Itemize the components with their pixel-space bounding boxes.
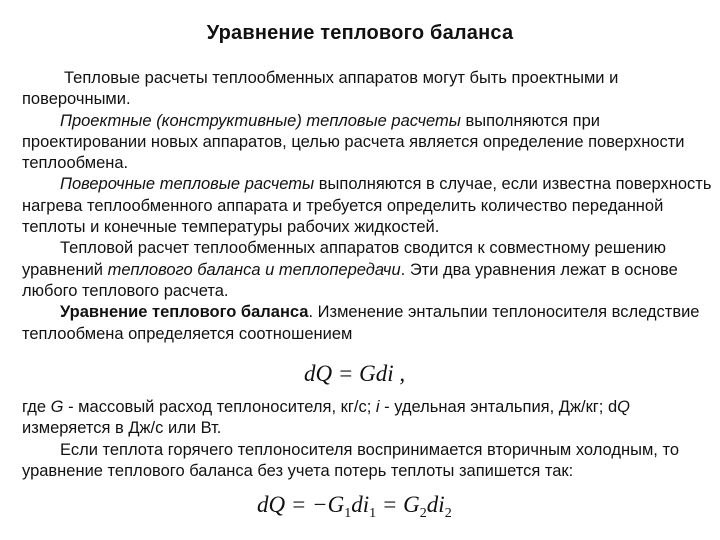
symbol-q: Q	[617, 398, 631, 416]
formula2-sub-4: 2	[444, 506, 452, 521]
formula2-sub-2: 1	[369, 506, 377, 521]
verification-calc-term: Поверочные тепловые расчеты	[60, 175, 315, 194]
where-text-a: где	[22, 398, 51, 416]
formula2-di-2: di	[426, 492, 445, 517]
where-text-b: - массовый расход теплоносителя, кг/с;	[63, 398, 376, 416]
formula2-sub-3: 2	[419, 506, 427, 521]
where-text-c: - удельная энтальпия, Дж/кг;	[379, 398, 608, 416]
balance-equation-term: Уравнение теплового баланса	[60, 303, 309, 322]
formula2-equals-g: = G	[376, 492, 420, 517]
design-calc-text: выполняются при проектировании новых аппаратов, целью расчета является определение поверхности теплообмена.	[22, 111, 685, 173]
paragraph-where	[22, 397, 717, 440]
body-text-lower	[22, 397, 717, 482]
paragraph-intro: Тепловые расчеты теплообменных аппаратов могут быть проектными и поверочными.	[22, 69, 619, 109]
paragraph-balance-equation	[22, 302, 712, 345]
joint-solution-term: теплового баланса и теплопередачи	[107, 260, 401, 279]
paragraph-joint-solution	[22, 238, 712, 302]
design-calc-term: Проектные (конструктивные) тепловые расчеты	[60, 111, 461, 130]
paragraph-design-calc	[22, 111, 712, 175]
symbol-d: d	[607, 398, 618, 416]
balance-equation-text: . Изменение энтальпии теплоносителя вследствие теплообмена определяется соотношением	[22, 303, 700, 343]
formula2-sub-1: 1	[344, 506, 352, 521]
joint-solution-text-2: . Эти два уравнения лежат в основе любого теплового расчета.	[22, 260, 678, 300]
where-text-d: измеряется в Дж/с или Вт.	[22, 419, 222, 438]
symbol-i: i	[375, 398, 380, 416]
formula2-lhs: dQ = −G	[257, 492, 345, 517]
paragraph-no-losses: Если теплота горячего теплоносителя воспринимается вторичным холодным, то уравнение теплового баланса без учета потерь теплоты запишется так:	[22, 440, 680, 480]
paragraph-verification-calc	[22, 174, 712, 238]
formula-enthalpy: dQ = Gdi ,	[304, 361, 406, 386]
symbol-g: G	[50, 398, 64, 416]
slide-title: Уравнение теплового баланса	[206, 22, 514, 44]
verification-calc-text: выполняются в случае, если известна поверхность нагрева теплообменного аппарата и требуется определить количество переданной теплоты и конечные температуры рабочих жидкостей.	[22, 175, 712, 237]
formula-heat-balance	[257, 492, 452, 522]
body-text-upper	[22, 68, 712, 345]
joint-solution-text-1: Тепловой расчет теплообменных аппаратов сводится к совместному решению уравнений	[22, 239, 666, 279]
formula2-di-1: di	[351, 492, 370, 517]
